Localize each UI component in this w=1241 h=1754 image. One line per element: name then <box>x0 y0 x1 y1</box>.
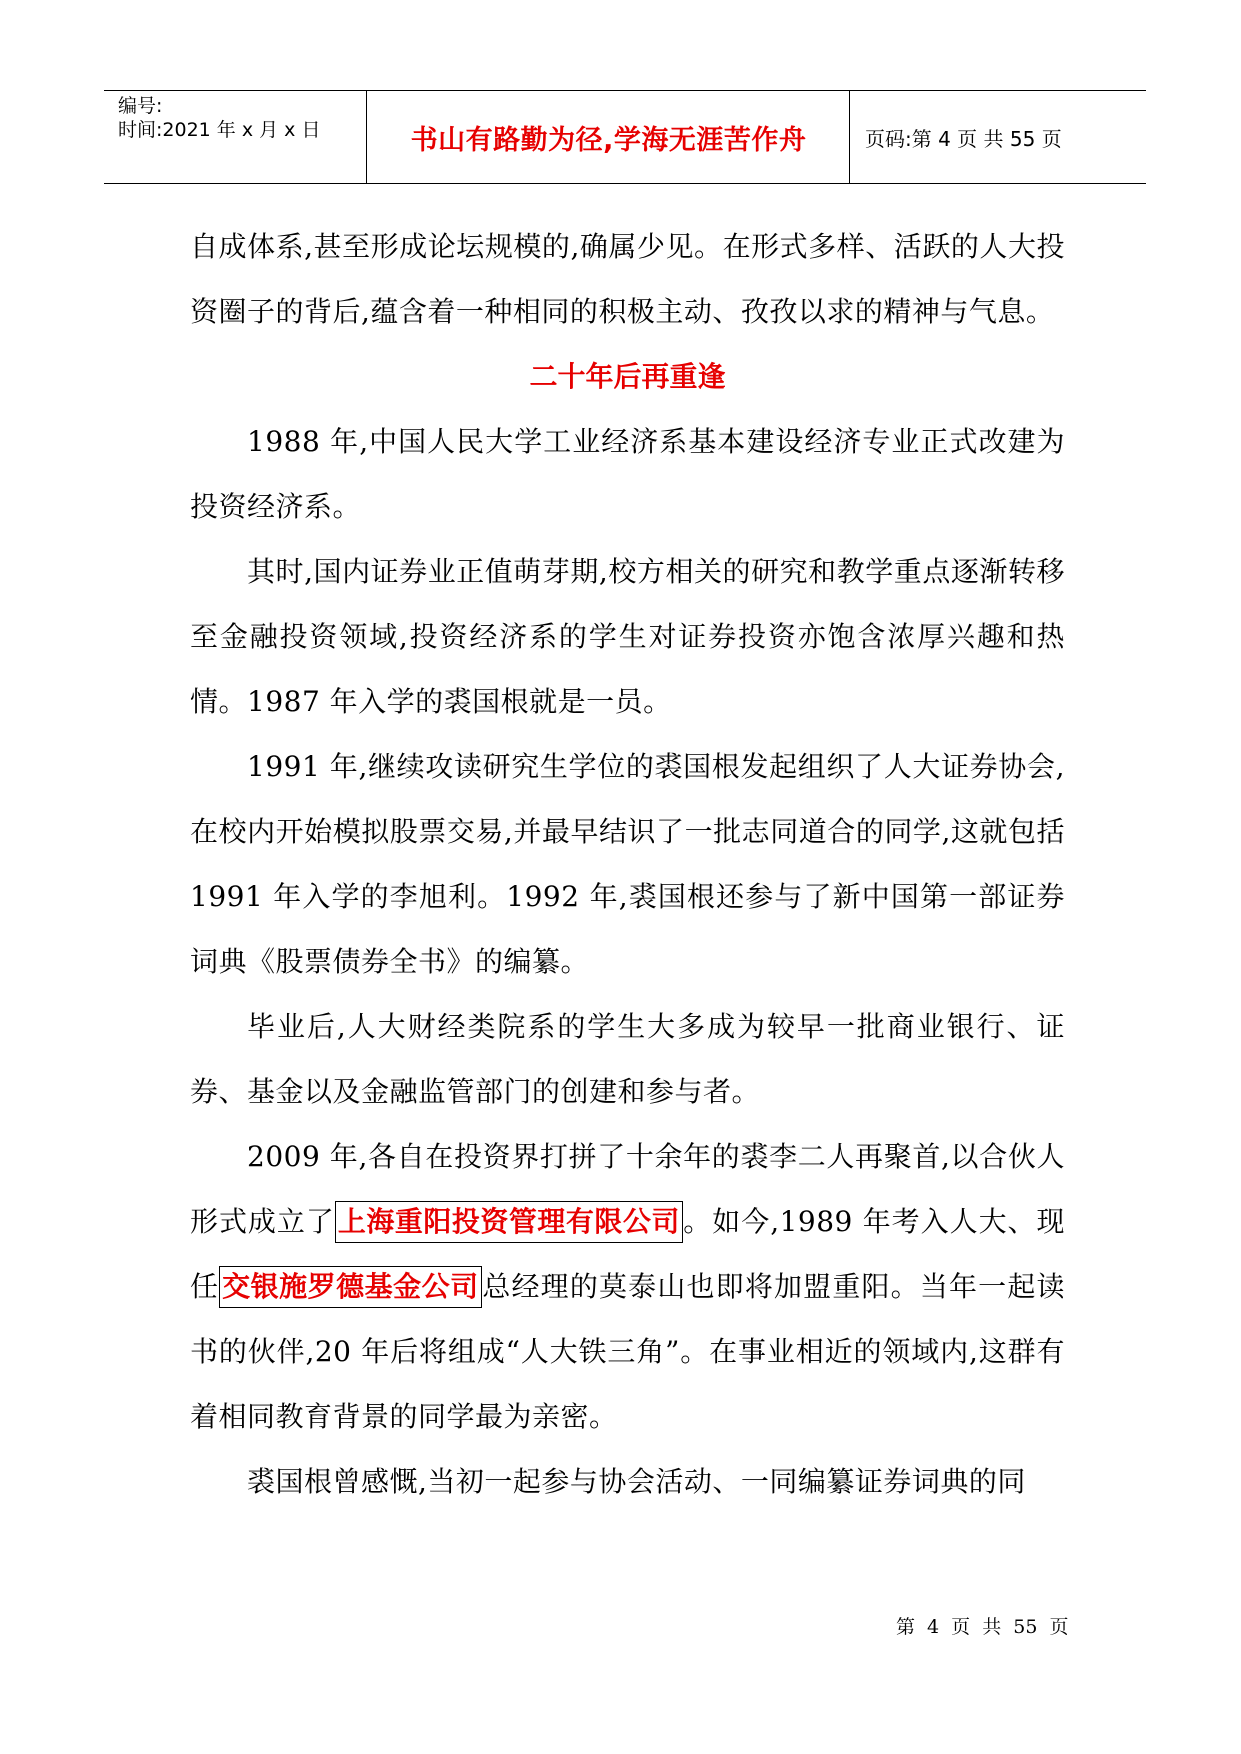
code-label: 编号: <box>118 95 163 117</box>
header-meta-cell <box>104 91 367 183</box>
page-ref: 页码:第 4 页 共 55 页 <box>865 126 1062 151</box>
company-link-chongyang[interactable]: 上海重阳投资管理有限公司 <box>335 1201 683 1243</box>
header-page-cell <box>851 91 1146 183</box>
document-body <box>190 214 1065 1514</box>
paragraph-6 <box>190 1124 1065 1449</box>
motto: 书山有路勤为径,学海无涯苦作舟 <box>410 124 807 156</box>
paragraph-3: 其时,国内证券业正值萌芽期,校方相关的研究和教学重点逐渐转移至金融投资领域,投资经济系的学生对证券投资亦饱含浓厚兴趣和热情。1987 年入学的裘国根就是一员。 <box>190 555 1065 718</box>
paragraph-7: 裘国根曾感慨,当初一起参与协会活动、一同编纂证券词典的同 <box>247 1465 1026 1498</box>
header-motto-cell <box>368 91 850 183</box>
paragraph-2: 1988 年,中国人民大学工业经济系基本建设经济专业正式改建为投资经济系。 <box>190 425 1065 523</box>
paragraph-5: 毕业后,人大财经类院系的学生大多成为较早一批商业银行、证券、基金以及金融监管部门的创建和参与者。 <box>190 1010 1065 1108</box>
paragraph-6-text-a: 2009 年,各自在投资界打拼了十余年的裘李二人再聚首,以合伙人形式成立了 <box>190 1140 1065 1238</box>
paragraph-6-text-b: 。如今,1989 年考入人大、现任 <box>190 1205 1065 1303</box>
time-label: 时间:2021 年 x 月 x 日 <box>118 119 321 141</box>
company-link-bocom-schroders[interactable]: 交银施罗德基金公司 <box>219 1266 482 1308</box>
page-header <box>104 90 1146 184</box>
paragraph-6-text-c: 总经理的莫泰山也即将加盟重阳。当年一起读书的伙伴,20 年后将组成“人大铁三角”。在事业相近的领域内,这群有着相同教育背景的同学最为亲密。 <box>190 1270 1065 1433</box>
paragraph-1: 自成体系,甚至形成论坛规模的,确属少见。在形式多样、活跃的人大投资圈子的背后,蕴含着一种相同的积极主动、孜孜以求的精神与气息。 <box>190 230 1065 328</box>
page-footer: 第 4 页 共 55 页 <box>896 1616 1069 1638</box>
paragraph-4: 1991 年,继续攻读研究生学位的裘国根发起组织了人大证券协会,在校内开始模拟股票交易,并最早结识了一批志同道合的同学,这就包括 1991 年入学的李旭利。1992 年,裘国根还参与了新中国第一部证券词典《股票债券全书》的编纂。 <box>190 750 1065 978</box>
section-heading: 二十年后再重逢 <box>529 360 726 393</box>
